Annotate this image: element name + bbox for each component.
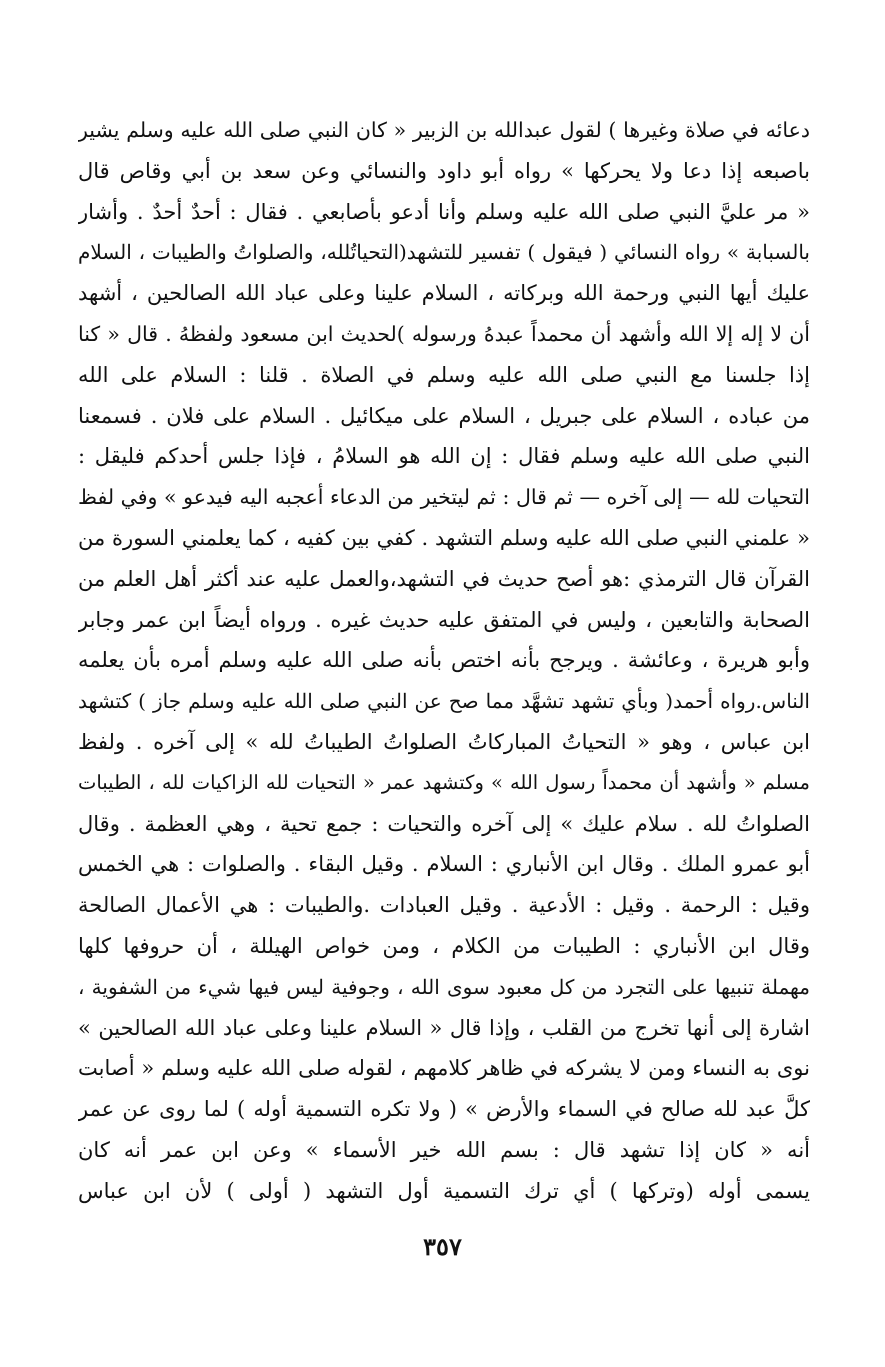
text-line: « علمني النبي صلى الله عليه وسلم التشهد . كفي بين كفيه ، كما يعلمني السورة من <box>78 525 810 550</box>
text-line: ابن عباس ، وهو « التحياتُ المباركاتُ الصلواتُ الطيباتُ لله » إلى آخره . ولفظ <box>78 729 810 754</box>
text-line: مسلم « وأشهد أن محمداً رسول الله » وكتشهد عمر « التحيات لله الزاكيات لله ، الطيبات <box>78 770 810 794</box>
body-text <box>78 110 810 1212</box>
text-line: النبي صلى الله عليه وسلم فقال : إن الله هو السلامُ ، فإذا جلس أحدكم فليقل : <box>78 444 810 469</box>
text-line: القرآن قال الترمذي :هو أصح حديث في التشهد،والعمل عليه عند أكثر أهل العلم من <box>78 566 810 591</box>
text-line: الصحابة والتابعين ، وليس في المتفق عليه حديث غيره . ورواه أيضاً ابن عمر وجابر <box>78 607 810 632</box>
text-line: الصلواتُ لله . سلام عليك » إلى آخره والتحيات : جمع تحية ، وهي العظمة . وقال <box>78 811 810 836</box>
text-line: باصبعه إذا دعا ولا يحركها » رواه أبو داود والنسائي وعن سعد بن أبي وقاص قال <box>78 158 810 183</box>
text-line: دعائه في صلاة وغيرها ) لقول عبدالله بن الزبير « كان النبي صلى الله عليه وسلم يشير <box>78 118 810 142</box>
text-line: بالسبابة » رواه النسائي ( فيقول ) تفسير للتشهد(التحياتُلله، والصلواتُ والطيبات ، السلام <box>78 240 810 265</box>
text-line: الناس.رواه أحمد( وبأي تشهد تشهَّد مما صح عن النبي صلى الله عليه وسلم جاز ) كتشهد <box>78 689 810 714</box>
text-line: « مر عليَّ النبي صلى الله عليه وسلم وأنا أدعو بأصابعي . فقال : أحدٌ أحدٌ . وأشار <box>78 199 810 224</box>
text-line: يسمى أوله (وتركها ) أي ترك التسمية أول التشهد ( أولى ) لأن ابن عباس <box>78 1178 810 1203</box>
text-line: أن لا إله إلا الله وأشهد أن محمداً عبدهُ ورسوله )لحديث ابن مسعود ولفظهُ . قال « كنا <box>78 321 810 346</box>
text-line: عليك أيها النبي ورحمة الله وبركاته ، السلام علينا وعلى عباد الله الصالحين ، أشهد <box>78 281 810 306</box>
text-line: نوى به النساء ومن لا يشركه في ظاهر كلامهم ، لقوله صلى الله عليه وسلم « أصابت <box>78 1056 810 1081</box>
page-number: ٣٥٧ <box>423 1232 462 1261</box>
text-line: وقيل : الرحمة . وقيل : الأدعية . وقيل العبادات .والطيبات : هي الأعمال الصالحة <box>78 893 810 918</box>
text-line: اشارة إلى أنها تخرج من القلب ، وإذا قال « السلام علينا وعلى عباد الله الصالحين » <box>78 1015 810 1040</box>
text-line: إذا جلسنا مع النبي صلى الله عليه وسلم في الصلاة . قلنا : السلام على الله <box>78 362 810 387</box>
text-line: كلَّ عبد لله صالح في السماء والأرض » ( ولا تكره التسمية أوله ) لما روى عن عمر <box>78 1097 810 1122</box>
text-line: من عباده ، السلام على جبريل ، السلام على ميكائيل . السلام على فلان . فسمعنا <box>78 403 810 428</box>
text-line: وأبو هريرة ، وعائشة . ويرجح بأنه اختص بأنه صلى الله عليه وسلم أمره بأن يعلمه <box>78 648 810 673</box>
text-line: وقال ابن الأنباري : الطيبات من الكلام ، ومن خواص الهيللة ، أن حروفها كلها <box>78 933 810 958</box>
text-line: أبو عمرو الملك . وقال ابن الأنباري : السلام . وقيل البقاء . والصلوات : هي الخمس <box>78 852 810 877</box>
text-line: التحيات لله — إلى آخره — ثم قال : ثم ليتخير من الدعاء أعجبه اليه فيدعو » وفي لفظ <box>78 485 810 510</box>
text-line: أنه « كان إذا تشهد قال : بسم الله خير الأسماء » وعن ابن عمر أنه كان <box>78 1137 810 1162</box>
text-line: مهملة تنبيها على التجرد من كل معبود سوى الله ، وجوفية ليس فيها شيء من الشفوية ، <box>78 974 810 999</box>
